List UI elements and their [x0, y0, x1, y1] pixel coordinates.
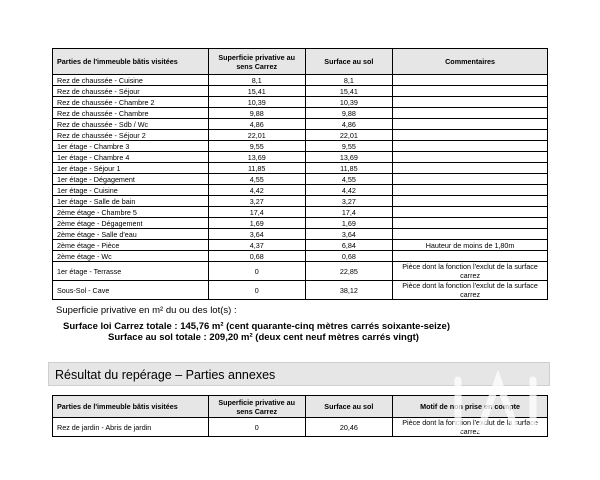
cell-sol: 10,39 [305, 97, 393, 108]
cell-carrez: 9,55 [208, 141, 305, 152]
cell-sol: 13,69 [305, 152, 393, 163]
table-row [53, 75, 548, 86]
cell-part: 1er étage - Terrasse [53, 262, 209, 281]
cell-sol: 9,88 [305, 108, 393, 119]
table-row [53, 174, 548, 185]
table-row [53, 97, 548, 108]
cell-part: 2ème étage - Pièce [53, 240, 209, 251]
cell-carrez: 13,69 [208, 152, 305, 163]
table-row [53, 207, 548, 218]
cell-part: Rez de chaussée - Chambre 2 [53, 97, 209, 108]
table-row [53, 163, 548, 174]
cell-carrez: 4,37 [208, 240, 305, 251]
cell-comment [393, 75, 548, 86]
table-row [53, 185, 548, 196]
cell-carrez: 4,86 [208, 119, 305, 130]
cell-part: 2ème étage - Chambre 5 [53, 207, 209, 218]
cell-part: Rez de chaussée - Séjour 2 [53, 130, 209, 141]
cell-comment [393, 152, 548, 163]
cell-comment [393, 185, 548, 196]
cell-sol: 4,42 [305, 185, 393, 196]
cell-sol: 11,85 [305, 163, 393, 174]
cell-comment [393, 251, 548, 262]
header-comments: Commentaires [393, 49, 548, 75]
table-row [53, 86, 548, 97]
cell-carrez: 22,01 [208, 130, 305, 141]
cell-part: 2ème étage - Salle d'eau [53, 229, 209, 240]
cell-part: 1er étage - Chambre 3 [53, 141, 209, 152]
cell-comment [393, 108, 548, 119]
total-sol: Surface au sol totale : 209,20 m² (deux cent neuf mètres carrés vingt) [108, 332, 419, 343]
cell-part: 2ème étage - Wc [53, 251, 209, 262]
cell-sol: 6,84 [305, 240, 393, 251]
cell-part: 2ème étage - Dégagement [53, 218, 209, 229]
table-header-row [53, 49, 548, 75]
cell-carrez: 17,4 [208, 207, 305, 218]
annex-table-body [53, 418, 548, 437]
cell-comment [393, 218, 548, 229]
cell-part: 1er étage - Séjour 1 [53, 163, 209, 174]
cell-part: Rez de jardin - Abris de jardin [53, 418, 209, 437]
superficie-subtitle: Superficie privative en m² du ou des lot(s) : [56, 305, 237, 316]
cell-comment [393, 141, 548, 152]
cell-sol: 3,64 [305, 229, 393, 240]
cell-carrez: 4,55 [208, 174, 305, 185]
cell-sol: 4,55 [305, 174, 393, 185]
annex-header-motif: Motif de non prise en compte [393, 396, 548, 418]
cell-sol: 8,1 [305, 75, 393, 86]
table-row [53, 119, 548, 130]
table-row [53, 229, 548, 240]
total-carrez: Surface loi Carrez totale : 145,76 m² (cent quarante-cinq mètres carrés soixante-seize) [63, 321, 451, 332]
cell-part: Rez de chaussée - Séjour [53, 86, 209, 97]
table-row [53, 251, 548, 262]
table-row [53, 196, 548, 207]
cell-carrez: 3,64 [208, 229, 305, 240]
table-row [53, 281, 548, 300]
header-parts: Parties de l'immeuble bâtis visitées [53, 49, 209, 75]
cell-comment [393, 130, 548, 141]
section-header-bar [48, 362, 550, 386]
cell-part: 1er étage - Salle de bain [53, 196, 209, 207]
cell-carrez: 4,42 [208, 185, 305, 196]
cell-carrez: 1,69 [208, 218, 305, 229]
table-row [53, 108, 548, 119]
cell-carrez: 10,39 [208, 97, 305, 108]
cell-part: Rez de chaussée - Chambre [53, 108, 209, 119]
cell-carrez: 0 [208, 262, 305, 281]
cell-sol: 22,85 [305, 262, 393, 281]
cell-comment: Pièce dont la fonction l'exclut de la surface carrez [393, 262, 548, 281]
cell-carrez: 3,27 [208, 196, 305, 207]
table-row [53, 218, 548, 229]
cell-comment: Pièce dont la fonction l'exclut de la surface carrez [393, 281, 548, 300]
cell-part: Rez de chaussée - Cuisine [53, 75, 209, 86]
cell-carrez: 0 [208, 418, 305, 437]
header-sol: Surface au sol [305, 49, 393, 75]
cell-comment: Pièce dont la fonction l'exclut de la surface carrez [393, 418, 548, 437]
section-title: Résultat du repérage – Parties annexes [55, 368, 276, 382]
annex-header-row [53, 396, 548, 418]
table-row [53, 130, 548, 141]
table-row [53, 240, 548, 251]
cell-comment [393, 229, 548, 240]
cell-sol: 17,4 [305, 207, 393, 218]
cell-sol: 3,27 [305, 196, 393, 207]
cell-carrez: 0,68 [208, 251, 305, 262]
cell-sol: 38,12 [305, 281, 393, 300]
cell-carrez: 11,85 [208, 163, 305, 174]
cell-comment [393, 174, 548, 185]
main-table-body [53, 75, 548, 300]
cell-sol: 15,41 [305, 86, 393, 97]
cell-carrez: 8,1 [208, 75, 305, 86]
table-row [53, 141, 548, 152]
cell-comment [393, 119, 548, 130]
cell-carrez: 15,41 [208, 86, 305, 97]
table-row [53, 262, 548, 281]
cell-comment: Hauteur de moins de 1,80m [393, 240, 548, 251]
cell-carrez: 9,88 [208, 108, 305, 119]
cell-part: Rez de chaussée - Sdb / Wc [53, 119, 209, 130]
annex-surface-table [52, 395, 548, 437]
cell-comment [393, 207, 548, 218]
cell-sol: 1,69 [305, 218, 393, 229]
cell-sol: 22,01 [305, 130, 393, 141]
cell-comment [393, 196, 548, 207]
cell-part: 1er étage - Cuisine [53, 185, 209, 196]
cell-part: 1er étage - Chambre 4 [53, 152, 209, 163]
cell-comment [393, 86, 548, 97]
table-row [53, 152, 548, 163]
cell-sol: 4,86 [305, 119, 393, 130]
annex-header-parts: Parties de l'immeuble bâtis visitées [53, 396, 209, 418]
cell-sol: 9,55 [305, 141, 393, 152]
cell-carrez: 0 [208, 281, 305, 300]
cell-sol: 0,68 [305, 251, 393, 262]
annex-header-sol: Surface au sol [305, 396, 393, 418]
annex-header-carrez: Superficie privative au sens Carrez [208, 396, 305, 418]
cell-sol: 20,46 [305, 418, 393, 437]
cell-comment [393, 163, 548, 174]
header-carrez: Superficie privative au sens Carrez [208, 49, 305, 75]
cell-part: Sous-Sol - Cave [53, 281, 209, 300]
main-surface-table [52, 48, 548, 300]
table-row [53, 418, 548, 437]
cell-part: 1er étage - Dégagement [53, 174, 209, 185]
cell-comment [393, 97, 548, 108]
